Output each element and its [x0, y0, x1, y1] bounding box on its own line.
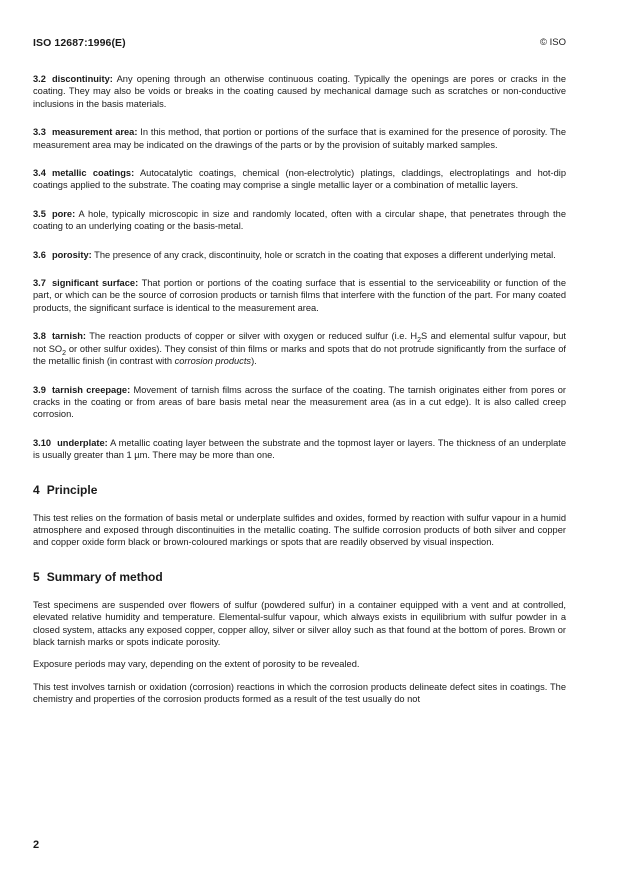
term-definition-text: The presence of any crack, discontinuity, hole or scratch in the coating that exposes a different underlying metal. — [94, 249, 556, 260]
page-content — [33, 73, 566, 716]
term-heading — [33, 168, 134, 178]
section-paragraph: Exposure periods may vary, depending on the extent of porosity to be revealed. — [33, 659, 360, 670]
section-number: 5 — [33, 569, 40, 584]
definition-3-4 — [33, 167, 566, 192]
term-number: 3.4 — [33, 168, 46, 179]
term-heading — [33, 209, 75, 219]
term-number: 3.6 — [33, 249, 46, 260]
term-name: tarnish creepage: — [51, 384, 131, 395]
definition-3-5 — [33, 208, 566, 233]
term-definition-text: Autocatalytic coatings, chemical (non-electrolytic) platings, claddings, electroplatings and hot-dip coatings applied to the substrate. The coating may comprise a single metallic layer or a combination of metallic layers. — [33, 168, 567, 191]
term-definition-text: That portion or portions of the coating surface that is essential to the serviceability or function of the part, or which can be the source of corrosion products or tarnish films that interfere with the function of the part. For many coated products, the significant surface is identical to the measurement area. — [33, 278, 566, 313]
term-definition-text: Any opening through an otherwise continuous coating. Typically the openings are pores or cracks in the coating. They may also be voids or breaks in the coating caused by mechanical damage such as scratches or non-conductive inclusions in the basis materials. — [33, 74, 566, 109]
term-name: measurement area: — [51, 127, 138, 138]
section-heading-principle — [33, 483, 566, 497]
section-paragraph: This test relies on the formation of basis metal or underplate sulfides and oxides, formed by reaction with sulfur vapour in a humid atmosphere and exposed through discontinuities in the metallic coating. The sulfide corrosion products of both silver and copper and copper oxide form black or brown-coloured markings or spots that are readily observed by visual inspection. — [33, 512, 566, 548]
term-definition-text: Movement of tarnish films across the surface of the coating. The tarnish originates either from pores or cracks in the coating or from areas of bare basis metal near the measurement area (as in a cut edge). It is also called creep corrosion. — [33, 384, 566, 420]
definition-text-part: The reaction products of copper or silver with oxygen or reduced sulfur (i.e. H — [89, 331, 418, 342]
term-number: 3.10 — [33, 437, 52, 448]
term-name: porosity: — [51, 249, 92, 260]
page-number: 2 — [33, 839, 40, 851]
term-heading — [33, 250, 92, 260]
definition-3-2 — [33, 73, 566, 110]
section-heading-summary-of-method — [33, 570, 566, 584]
term-definition-text: A hole, typically microscopic in size and randomly located, often with a circular shape, that penetrates through the coating to an underlying coating or the basis-metal. — [33, 208, 566, 232]
section-paragraph: This test involves tarnish or oxidation (corrosion) reactions in which the corrosion products delineate defect sites in coatings. The chemistry and properties of the corrosion products formed as a result of the test usually do not — [33, 681, 566, 705]
document-id: ISO 12687:1996(E) — [33, 37, 126, 49]
section-title: Summary of method — [46, 569, 163, 584]
term-name: pore: — [51, 208, 76, 219]
section-title: Principle — [46, 482, 98, 497]
term-name: metallic coatings: — [51, 168, 135, 179]
definition-text-part: S and elemental sulfur vapour, but not SO — [33, 331, 567, 354]
subscript: 2 — [417, 337, 422, 345]
term-definition-text — [33, 331, 566, 366]
term-heading — [33, 278, 138, 288]
term-heading — [33, 385, 130, 395]
term-heading — [33, 74, 113, 84]
term-number: 3.9 — [33, 384, 46, 395]
term-name: discontinuity: — [51, 74, 113, 84]
definition-3-10 — [33, 437, 566, 462]
definition-3-7 — [33, 277, 566, 314]
term-heading — [33, 331, 86, 341]
subscript: 2 — [62, 349, 67, 357]
definition-3-3 — [33, 126, 566, 151]
term-number: 3.8 — [33, 331, 46, 342]
term-name: underplate: — [57, 437, 108, 448]
definition-text-part: ). — [251, 356, 257, 367]
italic-term: corrosion products — [174, 356, 252, 367]
term-definition-text: In this method, that portion or portions of the surface that is examined for the presence of porosity. The measurement area may be indicated on the drawings of the parts or by the provision of suitably marked samples. — [33, 127, 566, 150]
definition-3-6 — [33, 249, 566, 261]
term-heading — [33, 127, 137, 137]
term-number: 3.3 — [33, 127, 46, 138]
definition-text-part: or other sulfur oxides). They consist of thin films or marks and spots that do not protrude significantly from the surface of the metallic finish (in contrast with — [33, 343, 566, 367]
definition-3-8 — [33, 330, 566, 367]
term-number: 3.5 — [33, 208, 46, 219]
section-paragraph: Test specimens are suspended over flowers of sulfur (powdered sulfur) in a container equipped with a vent and at controlled, elevated relative humidity and temperature. Elemental-sulfur vapour, which always exists in equilibrium with sulfur powder in a closed system, attacks any exposed copper, copper alloy, silver or silver alloy such as that found at the bottom of pores. Brown or black tarnish marks or spots indicate porosity. — [33, 599, 566, 647]
term-name: significant surface: — [51, 278, 139, 289]
term-heading — [33, 438, 108, 448]
page-header — [33, 37, 566, 51]
term-definition-text: A metallic coating layer between the substrate and the topmost layer or layers. The thickness of an underplate is usually greater than 1 µm. There may be more than one. — [33, 437, 567, 461]
copyright-notice: © ISO — [539, 37, 566, 48]
term-name: tarnish: — [51, 331, 87, 342]
definition-3-9 — [33, 384, 566, 421]
term-number: 3.7 — [33, 278, 46, 289]
term-number: 3.2 — [33, 74, 46, 84]
section-number: 4 — [33, 482, 40, 497]
